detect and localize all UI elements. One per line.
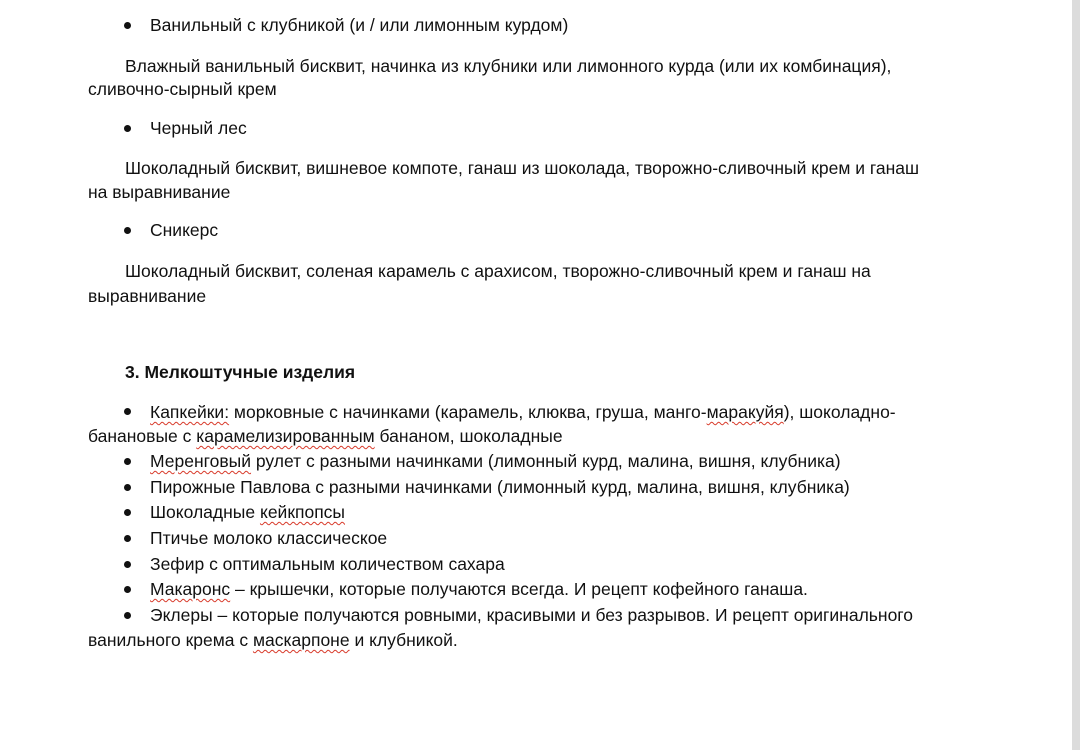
bullet-icon [124,535,131,542]
bullet-icon [124,561,131,568]
list-item-text: Шоколадные [150,502,260,522]
bullet-icon [124,125,131,132]
cake-name: Ванильный с клубникой (и / или лимонным курдом) [150,15,569,35]
bullet-icon [124,227,131,234]
bullet-icon [124,612,131,619]
list-item-text: маракуйя [706,402,784,422]
list-item [150,603,913,627]
bullet-icon [124,408,131,415]
list-item-text: – крышечки, которые получаются всегда. И рецепт кофейного ганаша. [230,579,808,599]
list-item [150,449,841,473]
list-item-text: ), шоколадно- [783,402,896,422]
bullet-icon [124,509,131,516]
list-item-text: Макаронс [150,579,231,599]
list-item [150,400,896,424]
list-item-continuation [88,628,458,652]
bullet-icon [124,458,131,465]
section-heading: 3. Мелкоштучные изделия [125,362,356,382]
list-item [150,552,505,576]
list-item-text: морковные с начинками (карамель, клюква, груша, манго- [229,402,707,422]
cake-description-line: на выравнивание [88,182,231,202]
list-item-text: Эклеры – которые получаются ровными, красивыми и без разрывов. И рецепт оригинального [150,605,914,625]
list-item-text: карамелизированным [196,426,375,446]
bullet-icon [124,22,131,29]
cake-description-line: выравнивание [88,286,207,306]
list-item-text: рулет с разными начинками (лимонный курд, малина, вишня, клубника) [251,451,841,471]
list-item-text: маскарпоне [252,630,350,650]
list-item-text: кейкпопсы [259,502,345,522]
list-item-text: ванильного крема с [88,630,253,650]
list-item-continuation [88,424,563,448]
cake-description-line: Шоколадный бисквит, вишневое компоте, ганаш из шоколада, творожно-сливочный крем и ганаш [125,158,920,178]
list-item-text: Меренговый [150,451,252,471]
list-item-text: Пирожные Павлова с разными начинками (лимонный курд, малина, вишня, клубника) [150,477,850,497]
page-edge [1072,0,1080,750]
list-item [150,526,387,550]
bullet-icon [124,586,131,593]
cake-description-line: сливочно-сырный крем [88,79,277,99]
list-item-text: бананом, шоколадные [374,426,563,446]
cake-description-line: Влажный ванильный бисквит, начинка из клубники или лимонного курда (или их комбинация), [125,56,892,76]
cake-description-line: Шоколадный бисквит, соленая карамель с арахисом, творожно-сливочный крем и ганаш на [125,261,871,281]
list-item-text: и клубникой. [349,630,458,650]
list-item-text: Зефир с оптимальным количеством сахара [150,554,505,574]
list-item [150,500,345,524]
list-item-text: банановые с [88,426,197,446]
list-item [150,577,808,601]
cake-name: Черный лес [150,118,247,138]
cake-name: Сникерс [150,220,219,240]
list-item-text: Капкейки: [150,402,230,422]
list-item-text: Птичье молоко классическое [150,528,388,548]
list-item [150,475,850,499]
bullet-icon [124,484,131,491]
